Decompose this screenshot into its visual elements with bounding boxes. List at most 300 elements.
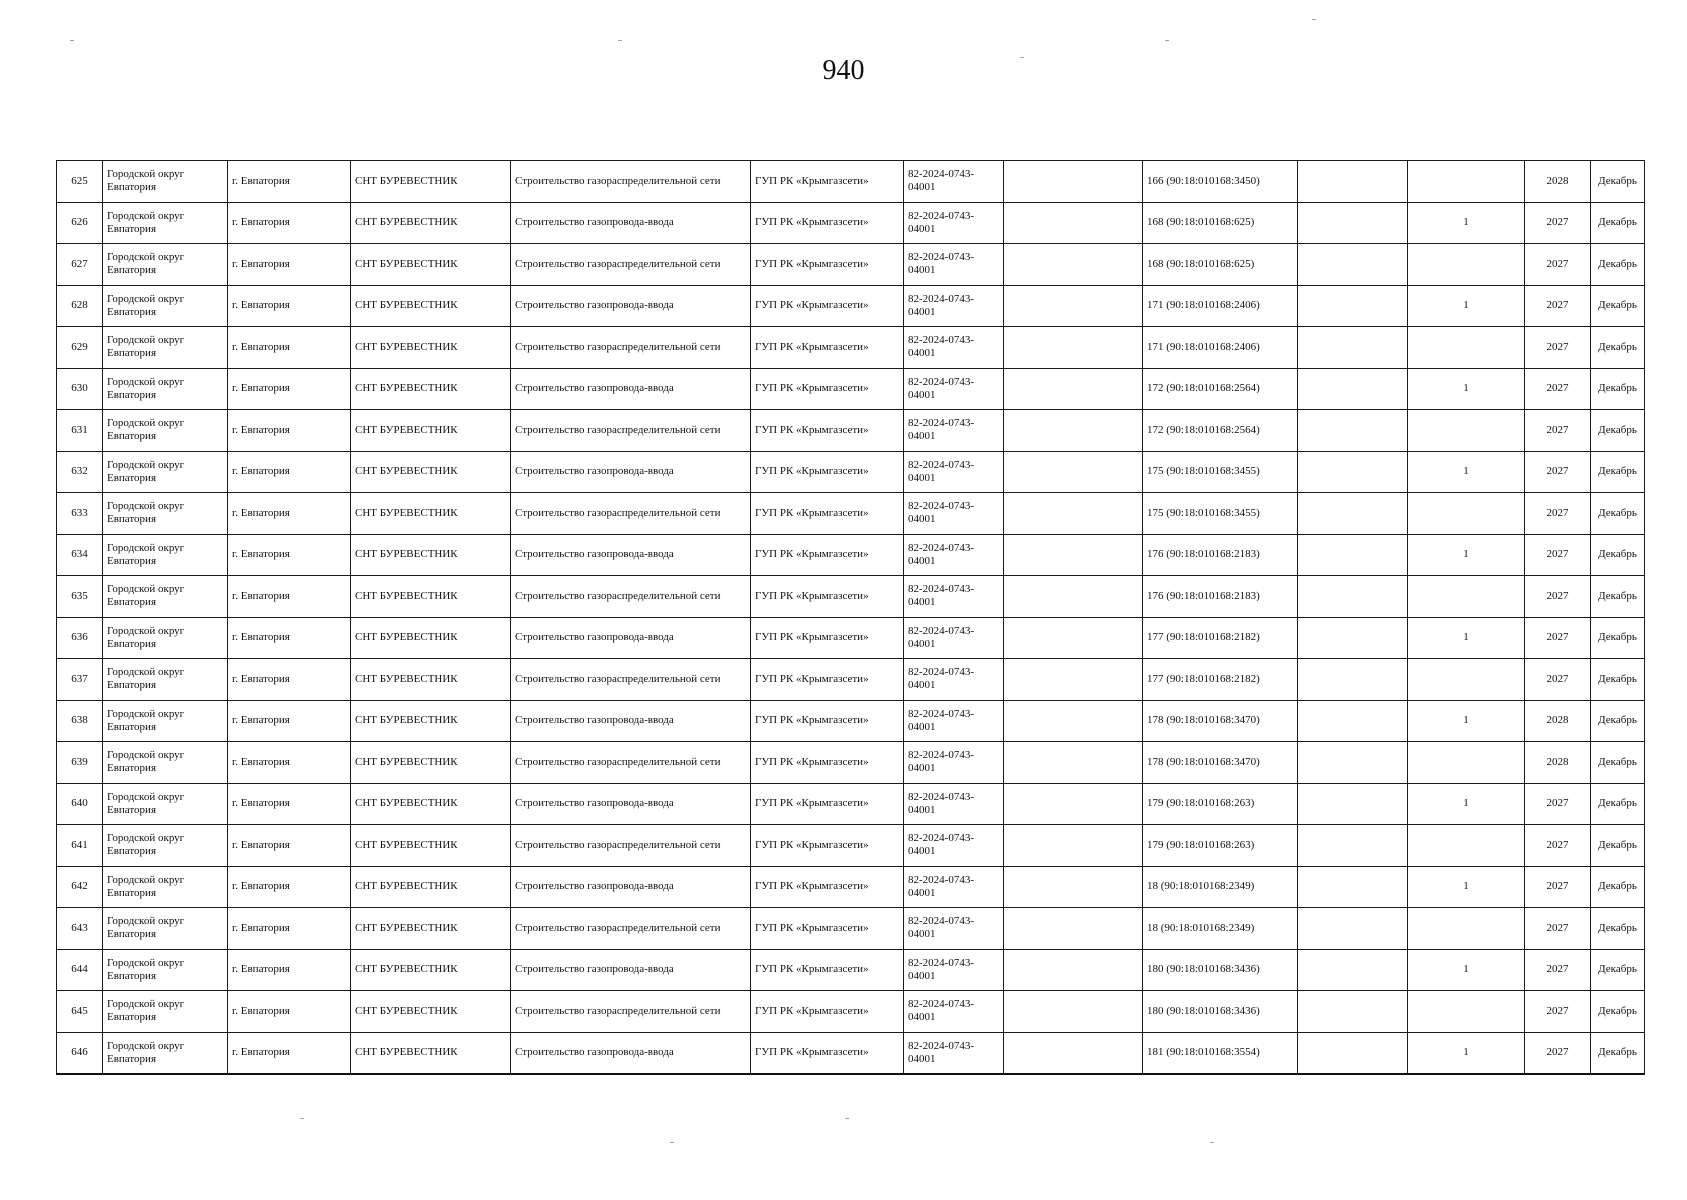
row-number: 626 [57, 202, 103, 244]
month-cell: Декабрь [1591, 285, 1645, 327]
table-row [57, 161, 1645, 203]
program-code-cell: 82-2024-0743-04001 [904, 783, 1004, 825]
count-cell: 1 [1408, 783, 1525, 825]
organization-cell: ГУП РК «Крымгазсети» [751, 534, 904, 576]
cadastral-plot-cell: 181 (90:18:010168:3554) [1143, 1032, 1298, 1074]
row-number: 627 [57, 244, 103, 286]
district-cell: Городской округ Евпатория [103, 700, 228, 742]
row-number: 637 [57, 659, 103, 701]
year-cell: 2027 [1525, 825, 1591, 867]
table-row [57, 493, 1645, 535]
cadastral-plot-cell: 172 (90:18:010168:2564) [1143, 410, 1298, 452]
organization-cell: ГУП РК «Крымгазсети» [751, 202, 904, 244]
cadastral-plot-cell: 172 (90:18:010168:2564) [1143, 368, 1298, 410]
work-type-cell: Строительство газопровода-ввода [511, 368, 751, 410]
table-row [57, 783, 1645, 825]
snt-cell: СНТ БУРЕВЕСТНИК [351, 783, 511, 825]
month-cell: Декабрь [1591, 534, 1645, 576]
row-number: 643 [57, 908, 103, 950]
count-cell [1408, 493, 1525, 535]
year-cell: 2027 [1525, 783, 1591, 825]
row-number: 630 [57, 368, 103, 410]
empty-cell [1298, 451, 1408, 493]
empty-cell [1004, 783, 1143, 825]
row-number: 638 [57, 700, 103, 742]
district-cell: Городской округ Евпатория [103, 493, 228, 535]
work-type-cell: Строительство газораспределительной сети [511, 410, 751, 452]
organization-cell: ГУП РК «Крымгазсети» [751, 949, 904, 991]
scan-speck [1020, 57, 1024, 58]
year-cell: 2027 [1525, 866, 1591, 908]
empty-cell [1298, 576, 1408, 618]
district-cell: Городской округ Евпатория [103, 244, 228, 286]
empty-cell [1298, 991, 1408, 1033]
organization-cell: ГУП РК «Крымгазсети» [751, 825, 904, 867]
organization-cell: ГУП РК «Крымгазсети» [751, 742, 904, 784]
city-cell: г. Евпатория [228, 493, 351, 535]
district-cell: Городской округ Евпатория [103, 285, 228, 327]
table-row [57, 285, 1645, 327]
count-cell [1408, 327, 1525, 369]
organization-cell: ГУП РК «Крымгазсети» [751, 617, 904, 659]
snt-cell: СНТ БУРЕВЕСТНИК [351, 576, 511, 618]
year-cell: 2028 [1525, 742, 1591, 784]
table-row [57, 908, 1645, 950]
organization-cell: ГУП РК «Крымгазсети» [751, 244, 904, 286]
row-number: 633 [57, 493, 103, 535]
snt-cell: СНТ БУРЕВЕСТНИК [351, 244, 511, 286]
empty-cell [1298, 534, 1408, 576]
empty-cell [1004, 742, 1143, 784]
cadastral-plot-cell: 176 (90:18:010168:2183) [1143, 576, 1298, 618]
work-type-cell: Строительство газопровода-ввода [511, 202, 751, 244]
row-number: 646 [57, 1032, 103, 1074]
empty-cell [1298, 327, 1408, 369]
district-cell: Городской округ Евпатория [103, 991, 228, 1033]
district-cell: Городской округ Евпатория [103, 825, 228, 867]
program-code-cell: 82-2024-0743-04001 [904, 202, 1004, 244]
city-cell: г. Евпатория [228, 576, 351, 618]
cadastral-plot-cell: 168 (90:18:010168:625) [1143, 244, 1298, 286]
work-type-cell: Строительство газораспределительной сети [511, 991, 751, 1033]
year-cell: 2027 [1525, 576, 1591, 618]
empty-cell [1298, 866, 1408, 908]
empty-cell [1298, 1032, 1408, 1074]
district-cell: Городской округ Евпатория [103, 949, 228, 991]
program-code-cell: 82-2024-0743-04001 [904, 161, 1004, 203]
row-number: 628 [57, 285, 103, 327]
cadastral-plot-cell: 176 (90:18:010168:2183) [1143, 534, 1298, 576]
table-row [57, 451, 1645, 493]
city-cell: г. Евпатория [228, 244, 351, 286]
snt-cell: СНТ БУРЕВЕСТНИК [351, 368, 511, 410]
cadastral-plot-cell: 178 (90:18:010168:3470) [1143, 742, 1298, 784]
snt-cell: СНТ БУРЕВЕСТНИК [351, 991, 511, 1033]
month-cell: Декабрь [1591, 659, 1645, 701]
organization-cell: ГУП РК «Крымгазсети» [751, 576, 904, 618]
city-cell: г. Евпатория [228, 700, 351, 742]
program-code-cell: 82-2024-0743-04001 [904, 493, 1004, 535]
program-code-cell: 82-2024-0743-04001 [904, 825, 1004, 867]
empty-cell [1004, 700, 1143, 742]
count-cell: 1 [1408, 949, 1525, 991]
row-number: 625 [57, 161, 103, 203]
year-cell: 2027 [1525, 244, 1591, 286]
city-cell: г. Евпатория [228, 949, 351, 991]
empty-cell [1004, 451, 1143, 493]
month-cell: Декабрь [1591, 410, 1645, 452]
program-code-cell: 82-2024-0743-04001 [904, 534, 1004, 576]
count-cell [1408, 161, 1525, 203]
month-cell: Декабрь [1591, 991, 1645, 1033]
snt-cell: СНТ БУРЕВЕСТНИК [351, 493, 511, 535]
month-cell: Декабрь [1591, 327, 1645, 369]
table-row [57, 410, 1645, 452]
snt-cell: СНТ БУРЕВЕСТНИК [351, 742, 511, 784]
cadastral-plot-cell: 179 (90:18:010168:263) [1143, 783, 1298, 825]
empty-cell [1004, 368, 1143, 410]
organization-cell: ГУП РК «Крымгазсети» [751, 908, 904, 950]
month-cell: Декабрь [1591, 368, 1645, 410]
count-cell: 1 [1408, 617, 1525, 659]
row-number: 629 [57, 327, 103, 369]
cadastral-plot-cell: 180 (90:18:010168:3436) [1143, 991, 1298, 1033]
program-code-cell: 82-2024-0743-04001 [904, 617, 1004, 659]
organization-cell: ГУП РК «Крымгазсети» [751, 285, 904, 327]
snt-cell: СНТ БУРЕВЕСТНИК [351, 161, 511, 203]
organization-cell: ГУП РК «Крымгазсети» [751, 451, 904, 493]
row-number: 636 [57, 617, 103, 659]
cadastral-plot-cell: 171 (90:18:010168:2406) [1143, 327, 1298, 369]
year-cell: 2027 [1525, 908, 1591, 950]
program-code-cell: 82-2024-0743-04001 [904, 1032, 1004, 1074]
row-number: 634 [57, 534, 103, 576]
year-cell: 2027 [1525, 368, 1591, 410]
month-cell: Декабрь [1591, 825, 1645, 867]
empty-cell [1004, 949, 1143, 991]
cadastral-plot-cell: 18 (90:18:010168:2349) [1143, 908, 1298, 950]
empty-cell [1298, 700, 1408, 742]
table-row [57, 617, 1645, 659]
table-row [57, 1032, 1645, 1074]
empty-cell [1004, 410, 1143, 452]
table-row [57, 949, 1645, 991]
empty-cell [1298, 617, 1408, 659]
cadastral-plot-cell: 18 (90:18:010168:2349) [1143, 866, 1298, 908]
work-type-cell: Строительство газораспределительной сети [511, 576, 751, 618]
count-cell: 1 [1408, 202, 1525, 244]
table-row [57, 866, 1645, 908]
year-cell: 2027 [1525, 659, 1591, 701]
table-row [57, 659, 1645, 701]
empty-cell [1004, 327, 1143, 369]
year-cell: 2027 [1525, 327, 1591, 369]
work-type-cell: Строительство газопровода-ввода [511, 534, 751, 576]
year-cell: 2027 [1525, 617, 1591, 659]
empty-cell [1004, 659, 1143, 701]
month-cell: Декабрь [1591, 783, 1645, 825]
month-cell: Декабрь [1591, 700, 1645, 742]
organization-cell: ГУП РК «Крымгазсети» [751, 1032, 904, 1074]
count-cell [1408, 576, 1525, 618]
empty-cell [1298, 659, 1408, 701]
snt-cell: СНТ БУРЕВЕСТНИК [351, 617, 511, 659]
month-cell: Декабрь [1591, 202, 1645, 244]
month-cell: Декабрь [1591, 617, 1645, 659]
registry-table [56, 160, 1645, 1075]
table-row [57, 700, 1645, 742]
scan-speck [845, 1118, 849, 1119]
cadastral-plot-cell: 178 (90:18:010168:3470) [1143, 700, 1298, 742]
district-cell: Городской округ Евпатория [103, 742, 228, 784]
count-cell [1408, 410, 1525, 452]
organization-cell: ГУП РК «Крымгазсети» [751, 493, 904, 535]
year-cell: 2027 [1525, 202, 1591, 244]
table-row [57, 742, 1645, 784]
snt-cell: СНТ БУРЕВЕСТНИК [351, 327, 511, 369]
table-row [57, 825, 1645, 867]
district-cell: Городской округ Евпатория [103, 659, 228, 701]
organization-cell: ГУП РК «Крымгазсети» [751, 327, 904, 369]
snt-cell: СНТ БУРЕВЕСТНИК [351, 700, 511, 742]
program-code-cell: 82-2024-0743-04001 [904, 949, 1004, 991]
count-cell: 1 [1408, 534, 1525, 576]
organization-cell: ГУП РК «Крымгазсети» [751, 991, 904, 1033]
program-code-cell: 82-2024-0743-04001 [904, 576, 1004, 618]
empty-cell [1004, 1032, 1143, 1074]
empty-cell [1298, 202, 1408, 244]
scan-speck [1312, 19, 1316, 20]
cadastral-plot-cell: 175 (90:18:010168:3455) [1143, 493, 1298, 535]
year-cell: 2027 [1525, 285, 1591, 327]
organization-cell: ГУП РК «Крымгазсети» [751, 659, 904, 701]
empty-cell [1298, 410, 1408, 452]
cadastral-plot-cell: 177 (90:18:010168:2182) [1143, 617, 1298, 659]
table-row [57, 327, 1645, 369]
cadastral-plot-cell: 168 (90:18:010168:625) [1143, 202, 1298, 244]
empty-cell [1298, 161, 1408, 203]
year-cell: 2027 [1525, 1032, 1591, 1074]
district-cell: Городской округ Евпатория [103, 576, 228, 618]
scan-speck [670, 1142, 674, 1143]
month-cell: Декабрь [1591, 451, 1645, 493]
city-cell: г. Евпатория [228, 742, 351, 784]
work-type-cell: Строительство газопровода-ввода [511, 700, 751, 742]
city-cell: г. Евпатория [228, 327, 351, 369]
district-cell: Городской округ Евпатория [103, 202, 228, 244]
work-type-cell: Строительство газораспределительной сети [511, 742, 751, 784]
row-number: 639 [57, 742, 103, 784]
scan-speck [70, 40, 74, 41]
empty-cell [1298, 825, 1408, 867]
work-type-cell: Строительство газораспределительной сети [511, 825, 751, 867]
city-cell: г. Евпатория [228, 161, 351, 203]
program-code-cell: 82-2024-0743-04001 [904, 244, 1004, 286]
cadastral-plot-cell: 177 (90:18:010168:2182) [1143, 659, 1298, 701]
month-cell: Декабрь [1591, 742, 1645, 784]
row-number: 645 [57, 991, 103, 1033]
count-cell: 1 [1408, 368, 1525, 410]
empty-cell [1298, 493, 1408, 535]
empty-cell [1298, 783, 1408, 825]
empty-cell [1004, 617, 1143, 659]
cadastral-plot-cell: 179 (90:18:010168:263) [1143, 825, 1298, 867]
work-type-cell: Строительство газораспределительной сети [511, 327, 751, 369]
city-cell: г. Евпатория [228, 451, 351, 493]
count-cell: 1 [1408, 866, 1525, 908]
organization-cell: ГУП РК «Крымгазсети» [751, 410, 904, 452]
district-cell: Городской округ Евпатория [103, 534, 228, 576]
snt-cell: СНТ БУРЕВЕСТНИК [351, 825, 511, 867]
work-type-cell: Строительство газопровода-ввода [511, 866, 751, 908]
program-code-cell: 82-2024-0743-04001 [904, 908, 1004, 950]
scan-speck [1165, 40, 1169, 41]
empty-cell [1298, 285, 1408, 327]
month-cell: Декабрь [1591, 866, 1645, 908]
year-cell: 2027 [1525, 991, 1591, 1033]
table-row [57, 368, 1645, 410]
program-code-cell: 82-2024-0743-04001 [904, 700, 1004, 742]
snt-cell: СНТ БУРЕВЕСТНИК [351, 534, 511, 576]
empty-cell [1004, 866, 1143, 908]
year-cell: 2027 [1525, 534, 1591, 576]
row-number: 632 [57, 451, 103, 493]
month-cell: Декабрь [1591, 949, 1645, 991]
cadastral-plot-cell: 180 (90:18:010168:3436) [1143, 949, 1298, 991]
count-cell [1408, 659, 1525, 701]
district-cell: Городской округ Евпатория [103, 161, 228, 203]
empty-cell [1004, 534, 1143, 576]
table-row [57, 244, 1645, 286]
district-cell: Городской округ Евпатория [103, 410, 228, 452]
empty-cell [1004, 202, 1143, 244]
work-type-cell: Строительство газопровода-ввода [511, 949, 751, 991]
district-cell: Городской округ Евпатория [103, 866, 228, 908]
count-cell [1408, 908, 1525, 950]
work-type-cell: Строительство газопровода-ввода [511, 783, 751, 825]
table-row [57, 534, 1645, 576]
program-code-cell: 82-2024-0743-04001 [904, 285, 1004, 327]
year-cell: 2027 [1525, 493, 1591, 535]
organization-cell: ГУП РК «Крымгазсети» [751, 783, 904, 825]
registry-body [57, 161, 1645, 1075]
table-row [57, 576, 1645, 618]
empty-cell [1004, 991, 1143, 1033]
row-number: 644 [57, 949, 103, 991]
program-code-cell: 82-2024-0743-04001 [904, 451, 1004, 493]
year-cell: 2028 [1525, 161, 1591, 203]
work-type-cell: Строительство газораспределительной сети [511, 908, 751, 950]
empty-cell [1004, 161, 1143, 203]
row-number: 640 [57, 783, 103, 825]
month-cell: Декабрь [1591, 908, 1645, 950]
cadastral-plot-cell: 175 (90:18:010168:3455) [1143, 451, 1298, 493]
work-type-cell: Строительство газопровода-ввода [511, 451, 751, 493]
program-code-cell: 82-2024-0743-04001 [904, 659, 1004, 701]
empty-cell [1004, 576, 1143, 618]
empty-cell [1298, 742, 1408, 784]
count-cell: 1 [1408, 1032, 1525, 1074]
row-number: 631 [57, 410, 103, 452]
snt-cell: СНТ БУРЕВЕСТНИК [351, 285, 511, 327]
program-code-cell: 82-2024-0743-04001 [904, 866, 1004, 908]
count-cell [1408, 991, 1525, 1033]
empty-cell [1298, 368, 1408, 410]
count-cell: 1 [1408, 700, 1525, 742]
district-cell: Городской округ Евпатория [103, 908, 228, 950]
month-cell: Декабрь [1591, 161, 1645, 203]
district-cell: Городской округ Евпатория [103, 451, 228, 493]
city-cell: г. Евпатория [228, 534, 351, 576]
program-code-cell: 82-2024-0743-04001 [904, 368, 1004, 410]
row-number: 641 [57, 825, 103, 867]
city-cell: г. Евпатория [228, 825, 351, 867]
year-cell: 2027 [1525, 949, 1591, 991]
month-cell: Декабрь [1591, 244, 1645, 286]
empty-cell [1298, 949, 1408, 991]
table-row [57, 202, 1645, 244]
empty-cell [1004, 285, 1143, 327]
snt-cell: СНТ БУРЕВЕСТНИК [351, 659, 511, 701]
year-cell: 2027 [1525, 451, 1591, 493]
district-cell: Городской округ Евпатория [103, 327, 228, 369]
program-code-cell: 82-2024-0743-04001 [904, 742, 1004, 784]
work-type-cell: Строительство газораспределительной сети [511, 244, 751, 286]
city-cell: г. Евпатория [228, 1032, 351, 1074]
organization-cell: ГУП РК «Крымгазсети» [751, 866, 904, 908]
city-cell: г. Евпатория [228, 991, 351, 1033]
month-cell: Декабрь [1591, 576, 1645, 618]
city-cell: г. Евпатория [228, 659, 351, 701]
empty-cell [1298, 244, 1408, 286]
snt-cell: СНТ БУРЕВЕСТНИК [351, 949, 511, 991]
scan-speck [300, 1118, 304, 1119]
snt-cell: СНТ БУРЕВЕСТНИК [351, 866, 511, 908]
count-cell: 1 [1408, 451, 1525, 493]
district-cell: Городской округ Евпатория [103, 617, 228, 659]
work-type-cell: Строительство газопровода-ввода [511, 285, 751, 327]
row-number: 642 [57, 866, 103, 908]
page-number: 940 [822, 55, 865, 86]
work-type-cell: Строительство газораспределительной сети [511, 493, 751, 535]
snt-cell: СНТ БУРЕВЕСТНИК [351, 202, 511, 244]
city-cell: г. Евпатория [228, 202, 351, 244]
organization-cell: ГУП РК «Крымгазсети» [751, 700, 904, 742]
empty-cell [1004, 244, 1143, 286]
district-cell: Городской округ Евпатория [103, 368, 228, 410]
scan-speck [1210, 1142, 1214, 1143]
work-type-cell: Строительство газопровода-ввода [511, 617, 751, 659]
cadastral-plot-cell: 171 (90:18:010168:2406) [1143, 285, 1298, 327]
city-cell: г. Евпатория [228, 908, 351, 950]
program-code-cell: 82-2024-0743-04001 [904, 327, 1004, 369]
count-cell [1408, 825, 1525, 867]
year-cell: 2028 [1525, 700, 1591, 742]
snt-cell: СНТ БУРЕВЕСТНИК [351, 1032, 511, 1074]
city-cell: г. Евпатория [228, 617, 351, 659]
program-code-cell: 82-2024-0743-04001 [904, 410, 1004, 452]
empty-cell [1298, 908, 1408, 950]
month-cell: Декабрь [1591, 493, 1645, 535]
city-cell: г. Евпатория [228, 285, 351, 327]
snt-cell: СНТ БУРЕВЕСТНИК [351, 410, 511, 452]
row-number: 635 [57, 576, 103, 618]
organization-cell: ГУП РК «Крымгазсети» [751, 368, 904, 410]
city-cell: г. Евпатория [228, 410, 351, 452]
empty-cell [1004, 908, 1143, 950]
scan-speck [618, 40, 622, 41]
work-type-cell: Строительство газораспределительной сети [511, 161, 751, 203]
